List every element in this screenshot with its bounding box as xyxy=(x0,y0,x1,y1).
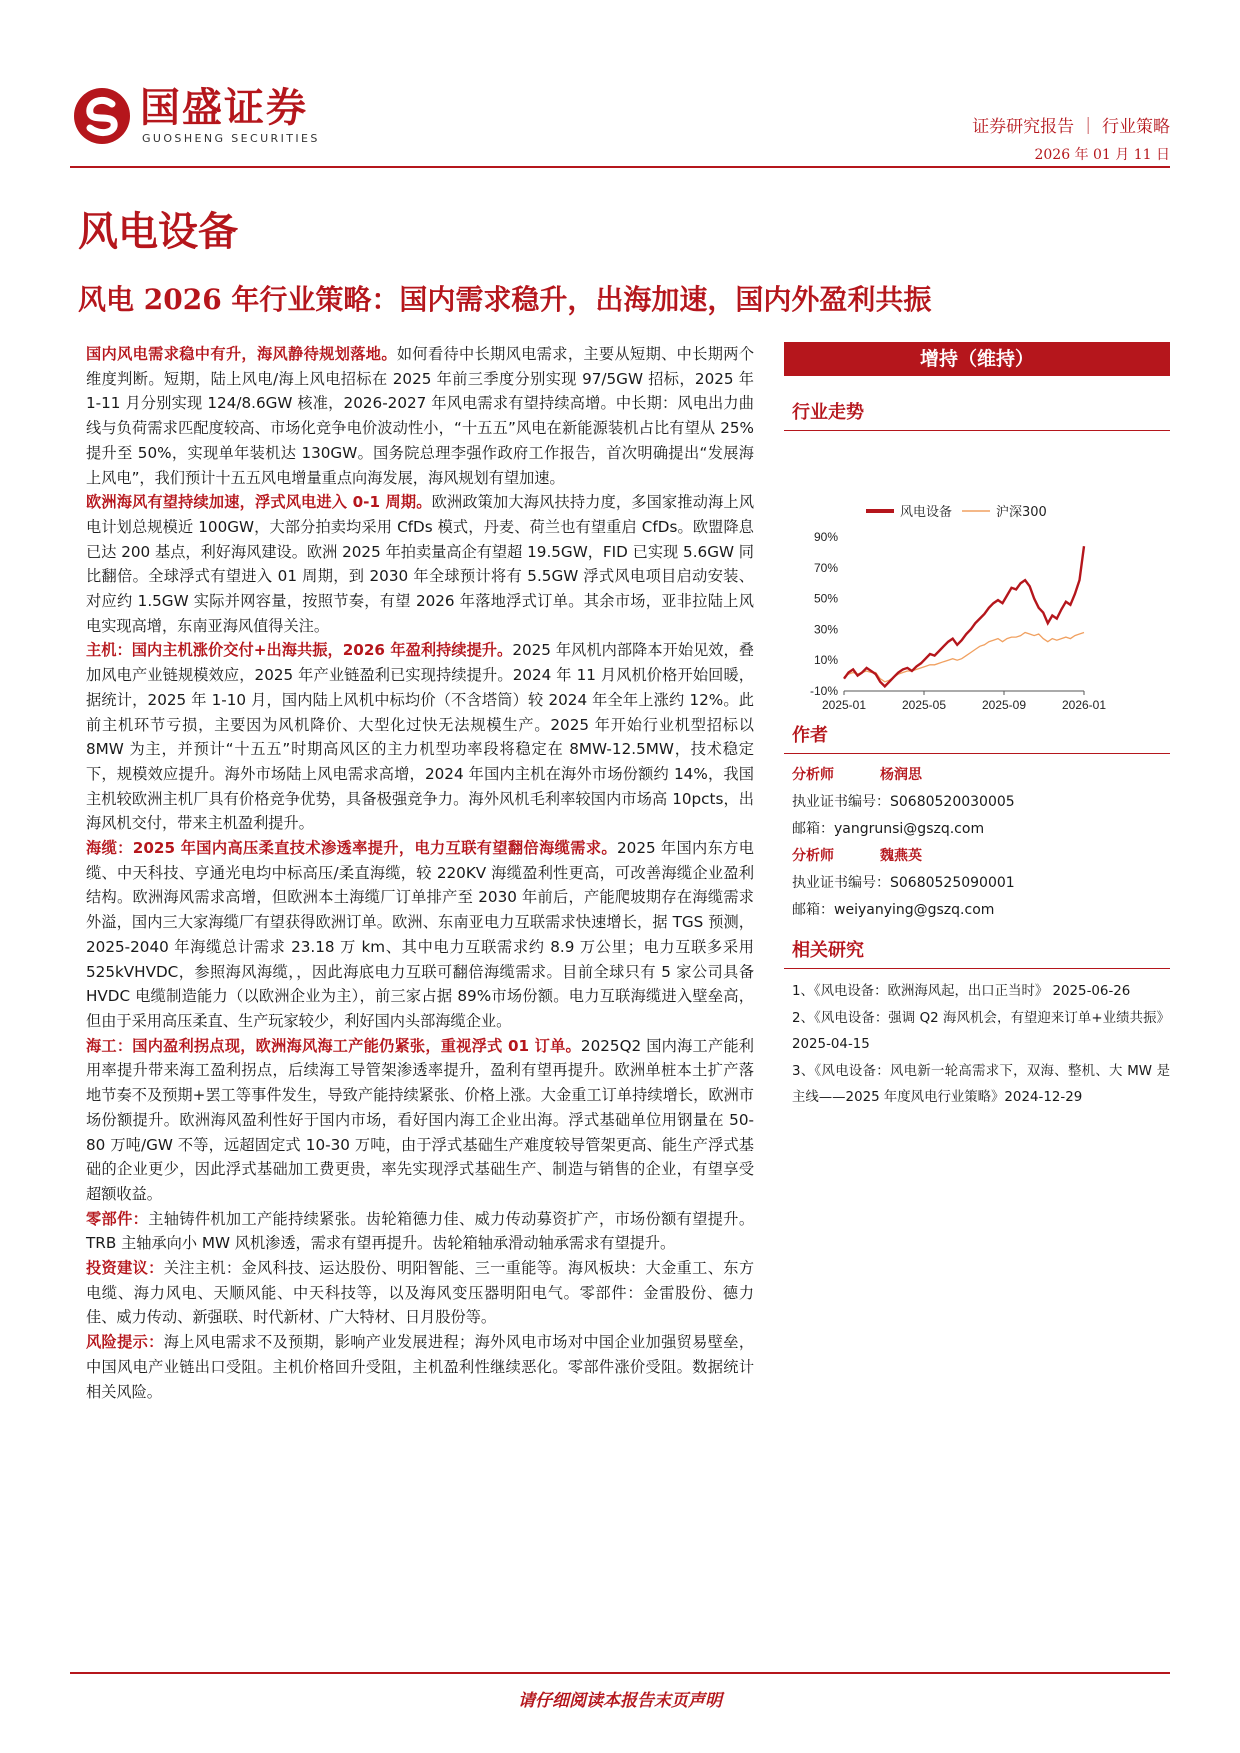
author-name: 魏燕英 xyxy=(880,848,922,864)
trend-heading: 行业走势 xyxy=(784,398,1170,431)
brand-name-en: GUOSHENG SECURITIES xyxy=(142,132,320,145)
disclaimer: 请仔细阅读本报告末页声明 xyxy=(518,1691,722,1711)
research-item[interactable]: 2、《风电设备：强调 Q2 海风机会，有望迎来订单+业绩共振》 2025-04-15 xyxy=(792,1010,1170,1052)
report-title: 风电 2026 年行业策略：国内需求稳升，出海加速，国内外盈利共振 xyxy=(78,283,932,316)
cert-number: S0680525090001 xyxy=(890,875,1015,891)
cert-label: 执业证书编号： xyxy=(792,794,890,810)
y-tick-label: 90% xyxy=(813,530,838,544)
x-tick-label: 2025-09 xyxy=(981,698,1027,712)
research-item[interactable]: 1、《风电设备：欧洲海风起，出口正当时》 2025-06-26 xyxy=(792,984,1131,999)
paragraph-lead: 欧洲海风有望持续加速，浮式风电进入 0-1 周期。 xyxy=(86,493,432,512)
y-tick-label: -10% xyxy=(809,684,838,698)
cert-label: 执业证书编号： xyxy=(792,875,890,891)
report-type: 证券研究报告 ｜ 行业策略 xyxy=(972,117,1170,137)
body-paragraph xyxy=(86,1207,754,1256)
email-link[interactable]: weiyanying@gszq.com xyxy=(834,902,995,918)
body-paragraph xyxy=(86,342,754,490)
paragraph-lead: 投资建议： xyxy=(86,1259,164,1278)
email-label: 邮箱： xyxy=(792,821,834,837)
email-link[interactable]: yangrunsi@gszq.com xyxy=(834,821,985,837)
paragraph-lead: 海工：国内盈利拐点现，欧洲海风海工产能仍紧张，重视浮式 01 订单。 xyxy=(86,1036,581,1055)
research-list xyxy=(784,969,1170,1112)
research-heading: 相关研究 xyxy=(784,936,1170,969)
body-paragraph xyxy=(86,1034,754,1207)
author-role: 分析师 xyxy=(792,848,834,864)
paragraph-text: 海上风电需求不及预期，影响产业发展进程；海外风电市场对中国企业加强贸易壁垒，中国风电产业链出口受阻。主机价格回升受阻，主机盈利性继续恶化。零部件涨价受阻。数据统计相关风险。 xyxy=(86,1333,755,1401)
legend-label: 风电设备 xyxy=(900,505,953,520)
x-tick-label: 2025-01 xyxy=(821,698,867,712)
paragraph-text: 主轴铸件机加工产能持续紧张。齿轮箱德力佳、威力传动募资扩产，市场份额有望提升。TRB 主轴承向小 MW 风机渗透，需求有望再提升。齿轮箱轴承滑动轴承需求有望提升。 xyxy=(86,1209,755,1253)
body-paragraph xyxy=(86,490,754,638)
sidebar xyxy=(784,342,1170,1112)
paragraph-text: 2025Q2 国内海工产能利用率提升带来海工盈利拐点，后续海工导管架渗透率提升，盈利有望再提升。欧洲单桩本土扩产落地节奏不及预期+罢工等事件发生，导致产能持续紧张、价格上涨。大金重工订单持续增长，欧洲市场份额提升。欧洲海风盈利性好于国内市场，看好国内海工企业出海。浮式基础单位用钢量在 50-80 万吨/GW 不等，远超固定式 10-30 万吨，由于浮式基础生产难度较导管架更高、能生产浮式基础的企业更少，因此浮式基础加工费更贵，率先实现浮式基础生产、制造与销售的企业，有望享受超额收益。 xyxy=(86,1036,754,1203)
author-role: 分析师 xyxy=(792,767,834,783)
report-body xyxy=(86,342,754,1404)
paragraph-lead: 主机：国内主机涨价交付+出海共振，2026 年盈利持续提升。 xyxy=(86,641,513,660)
legend-label: 沪深300 xyxy=(996,505,1047,520)
author-email xyxy=(792,897,1170,924)
email-label: 邮箱： xyxy=(792,902,834,918)
author-cert xyxy=(792,870,1170,897)
body-paragraph xyxy=(86,1256,754,1330)
author-name: 杨润思 xyxy=(880,767,922,783)
header-divider xyxy=(70,166,1170,168)
y-tick-label: 30% xyxy=(813,622,838,637)
paragraph-lead: 海缆：2025 年国内高压柔直技术渗透率提升，电力互联有望翻倍海缆需求。 xyxy=(86,839,618,858)
report-date: 2026 年 01 月 11 日 xyxy=(1034,147,1170,163)
paragraph-text: 关注主机：金风科技、运达股份、明阳智能、三一重能等。海风板块：大金重工、东方电缆、海力风电、天顺风能、中天科技等，以及海风变压器明阳电气。零部件：金雷股份、德力佳、威力传动、新强联、时代新材、广大特材、日月股份等。 xyxy=(86,1259,755,1327)
cert-number: S0680520030005 xyxy=(890,794,1015,810)
author-list xyxy=(784,754,1170,924)
y-tick-label: 10% xyxy=(813,653,838,668)
y-tick-label: 50% xyxy=(813,591,838,606)
authors-heading: 作者 xyxy=(784,721,1170,754)
author-row xyxy=(792,843,1170,870)
x-tick-label: 2025-05 xyxy=(901,698,947,712)
series-line xyxy=(844,633,1084,682)
body-paragraph xyxy=(86,1330,754,1404)
body-paragraph xyxy=(86,836,754,1034)
paragraph-lead: 零部件： xyxy=(86,1209,149,1228)
paragraph-lead: 国内风电需求稳中有升，海风静待规划落地。 xyxy=(86,345,397,363)
author-row xyxy=(792,762,1170,789)
x-tick-label: 2026-01 xyxy=(1061,698,1107,712)
trend-chart-svg xyxy=(784,431,1170,721)
author-cert xyxy=(792,789,1170,816)
body-paragraph xyxy=(86,638,754,836)
y-tick-label: 70% xyxy=(813,560,838,575)
series-line xyxy=(844,546,1084,686)
author-email xyxy=(792,816,1170,843)
paragraph-text: 如何看待中长期风电需求，主要从短期、中长期两个维度判断。短期，陆上风电/海上风电招标在 2025 年前三季度分别实现 97/5GW 招标，2025 年 1-11 月分别实现 124/8.6GW 核准，2026-2027 年风电需求有望持续高增。中长期：风电出力曲线与负荷需求匹配度较高、市场化竞争电价波动性小，“十五五”风电在新能源装机占比有望从 25%提升至 50%，实现单年装机达 130GW。国务院总理李强作政府工作报告，首次明确提出“发展海上风电”，我们预计十五五风电增量重点向海发展，海风规划有望加速。 xyxy=(86,345,755,487)
trend-chart xyxy=(784,431,1170,721)
guosheng-logo-icon xyxy=(72,86,132,146)
industry-title: 风电设备 xyxy=(78,208,238,255)
brand-name: 国盛证券 xyxy=(140,85,308,131)
paragraph-lead: 风险提示： xyxy=(86,1333,164,1352)
footer-divider xyxy=(70,1672,1170,1674)
paragraph-text: 2025 年风机内部降本开始见效，叠加风电产业链规模效应，2025 年产业链盈利已实现持续提升。2024 年 11 月风机价格开始回暖，据统计，2025 年 1-10 月，国内陆上风机中标均价（不含塔筒）较 2024 年全年上涨约 12%。此前主机环节亏损，主要因为风机降价、大型化过快无法规模生产。2025 年开始行业机型招标以 8MW 为主，并预计“十五五”时期高风区的主力机型功率段将稳定在 8MW-12.5MW，技术稳定下，规模效应提升。海外市场陆上风电需求高增，2024 年国内主机在海外市场份额约 14%，我国主机较欧洲主机厂具有价格竞争优势，具备极强竞争力。海外风机毛利率较国内市场高 10pcts，出海风机交付，带来主机盈利提升。 xyxy=(86,641,754,833)
paragraph-text: 2025 年国内东方电缆、中天科技、亨通光电均中标高压/柔直海缆，较 220KV 海缆盈利性更高，可改善海缆企业盈利结构。欧洲海风需求高增，但欧洲本土海缆厂订单排产至 2030 年前后，产能爬坡期存在海缆需求外溢，国内三大家海缆厂有望获得欧洲订单。欧洲、东南亚电力互联需求快速增长，据 TGS 预测，2025-2040 年海缆总计需求 23.18 万 km、其中电力互联需求约 8.9 万公里；电力互联多采用 525kVHVDC，参照海风海缆，，因此海底电力互联可翻倍海缆需求。目前全球只有 5 家公司具备 HVDC 电缆制造能力（以欧洲企业为主），前三家占据 89%市场份额。电力互联海缆进入壁垒高，但由于采用高压柔直、生产玩家较少，利好国内头部海缆企业。 xyxy=(86,839,754,1030)
rating-badge: 增持（维持） xyxy=(784,342,1170,376)
paragraph-text: 欧洲政策加大海风扶持力度，多国家推动海上风电计划总规模近 100GW，大部分拍卖均采用 CfDs 模式，丹麦、荷兰也有望重启 CfDs。欧盟降息已达 200 基点，利好海风建设。欧洲 2025 年拍卖量高企有望超 19.5GW，FID 已实现 5.6GW 同比翻倍。全球浮式有望进入 01 周期，到 2030 年全球预计将有 5.5GW 浮式风电项目启动安装、对应约 1.5GW 实际并网容量，按照节奏，有望 2026 年落地浮式订单。其余市场，亚非拉陆上风电实现高增，东南亚海风值得关注。 xyxy=(86,493,755,635)
research-item[interactable]: 3、《风电设备：风电新一轮高需求下，双海、整机、大 MW 是主线——2025 年度风电行业策略》2024-12-29 xyxy=(792,1063,1170,1105)
